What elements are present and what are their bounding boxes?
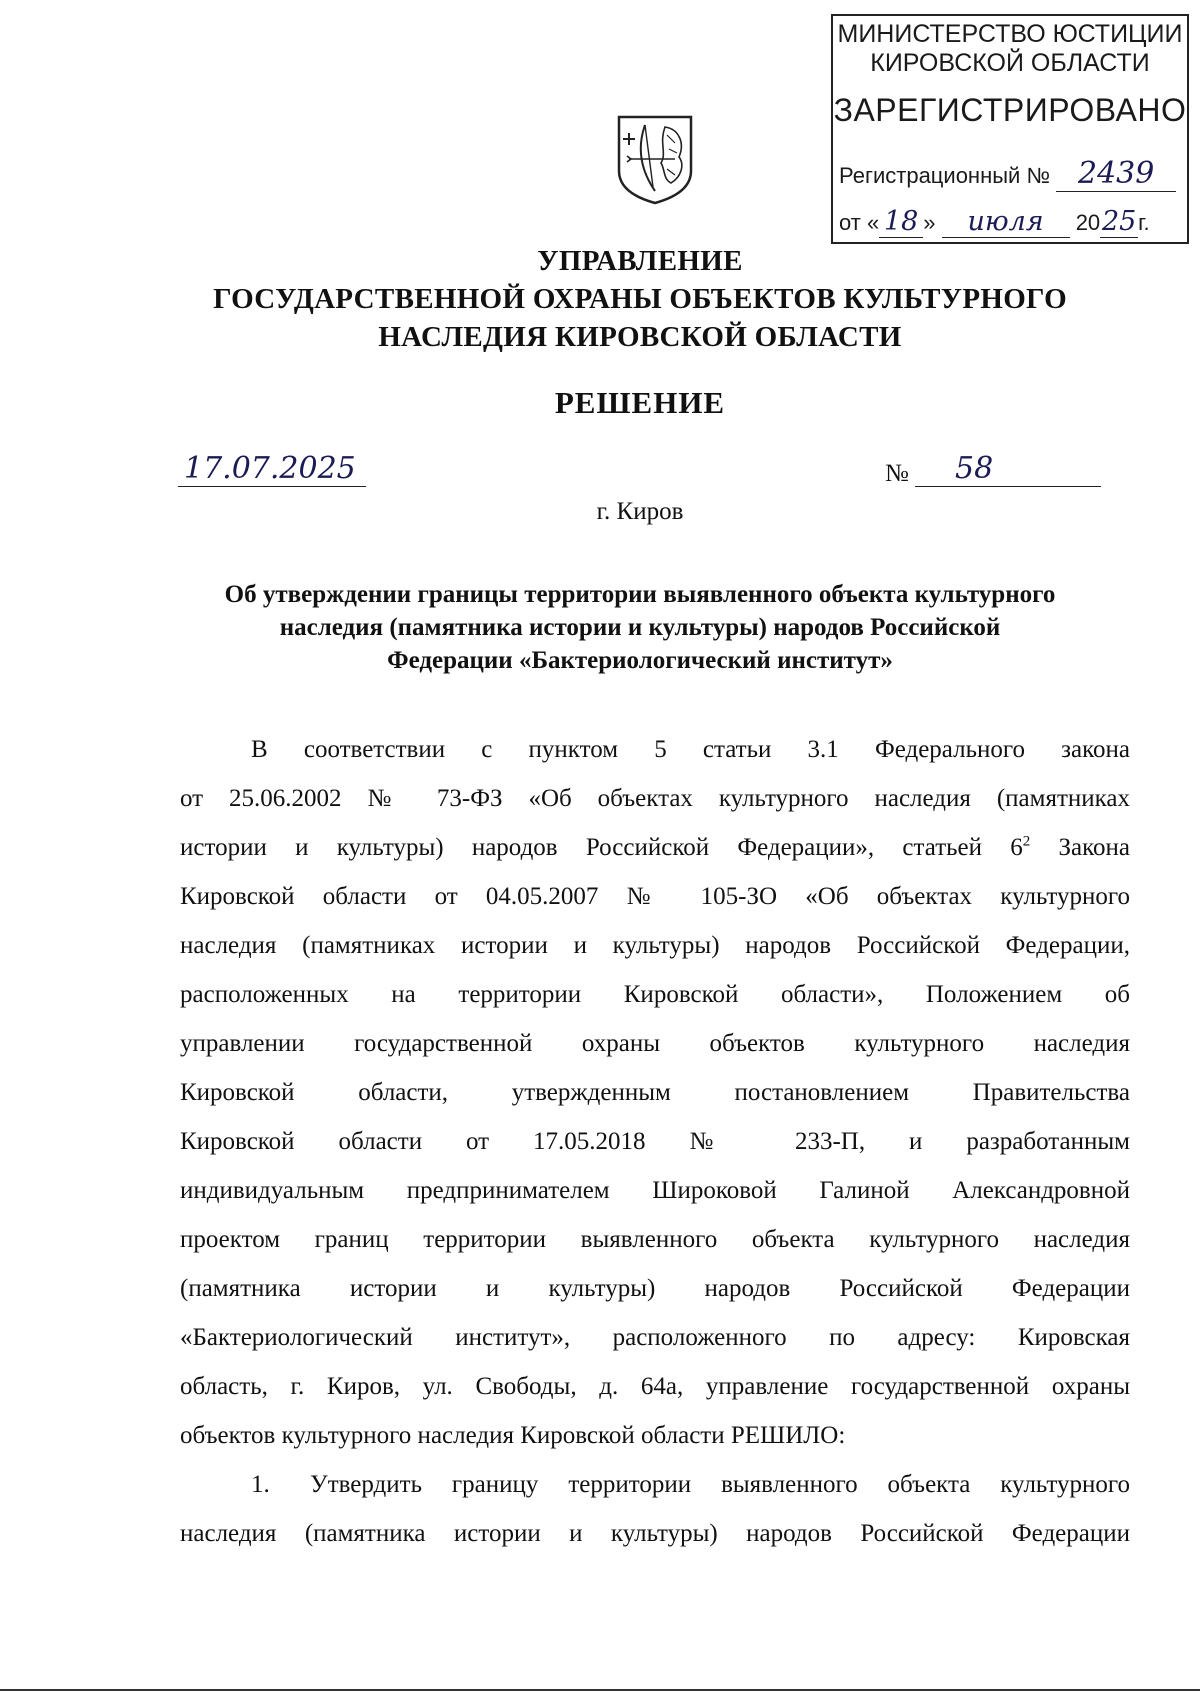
document-type: РЕШЕНИЕ — [554, 385, 726, 420]
authority-line2: ГОСУДАРСТВЕННОЙ ОХРАНЫ ОБЪЕКТОВ КУЛЬТУРНОГО — [213, 283, 1067, 315]
document-date: 17.07.2025 — [178, 451, 366, 487]
registration-stamp — [831, 14, 1189, 244]
superscript: 2 — [1022, 833, 1031, 850]
subject-line3: Федерации «Бактериологический институт» — [387, 647, 893, 674]
authority-line3: НАСЛЕДИЯ КИРОВСКОЙ ОБЛАСТИ — [378, 321, 902, 353]
stamp-status: ЗАРЕГИСТРИРОВАНО — [833, 92, 1187, 128]
document-number-label: № — [885, 460, 909, 487]
body-line: объектов культурного наследия Кировской области РЕШИЛО: — [180, 1422, 846, 1449]
subject-line2: наследия (памятника истории и культуры) народов Российской — [279, 614, 1001, 641]
body-line: индивидуальным предпринимателем Широковой Галиной Александровной — [180, 1177, 1130, 1204]
body-line: (памятника истории и культуры) народов Российской Федерации — [180, 1275, 1130, 1302]
body-line: от 25.06.2002 № 73-ФЗ «Об объектах культурного наследия (памятниках — [180, 785, 1130, 812]
document-city: г. Киров — [596, 498, 684, 525]
stamp-year-suffix: 25 — [1101, 206, 1137, 237]
document-number: 58 — [915, 451, 1101, 487]
point-line: наследия (памятника истории и культуры) народов Российской Федерации — [180, 1520, 1130, 1547]
stamp-reg-number: 2439 — [1056, 156, 1176, 192]
body-line — [180, 833, 1130, 863]
body-line: В соответствии с пунктом 5 статьи 3.1 Федерального закона — [251, 736, 1130, 763]
stamp-date-month: июля — [942, 206, 1070, 238]
body-line: расположенных на территории Кировской области», Положением об — [180, 981, 1130, 1008]
body-line: Кировской области, утвержденным постановлением Правительства — [180, 1079, 1130, 1106]
stamp-year-prefix: 20 — [1075, 210, 1101, 235]
stamp-ministry-line2: КИРОВСКОЙ ОБЛАСТИ — [870, 49, 1150, 77]
stamp-date-day: 18 — [879, 206, 923, 238]
body-line: «Бактериологический институт», расположенного по адресу: Кировская — [180, 1324, 1130, 1351]
coat-of-arms-kirov-icon — [615, 113, 695, 205]
stamp-ministry-line1: МИНИСТЕРСТВО ЮСТИЦИИ — [837, 20, 1183, 48]
body-line: управлении государственной охраны объектов культурного наследия — [180, 1030, 1130, 1057]
stamp-year-unit: г. — [1138, 210, 1150, 235]
point-line: Утвердить границу территории выявленного объекта культурного — [310, 1471, 1130, 1498]
stamp-date-mid: » — [923, 210, 936, 235]
stamp-reg-label: Регистрационный № — [839, 163, 1051, 188]
body-line: Кировской области от 17.05.2018 № 233-П, и разработанным — [180, 1128, 1130, 1155]
stamp-ministry — [833, 20, 1187, 78]
body-line: наследия (памятниках истории и культуры) народов Российской Федерации, — [180, 932, 1130, 959]
authority-line1: УПРАВЛЕНИЕ — [537, 245, 743, 277]
stamp-date-row — [839, 206, 1150, 238]
point-number: 1. — [251, 1471, 270, 1498]
body-line: проектом границ территории выявленного объекта культурного наследия — [180, 1226, 1130, 1253]
subject-line1: Об утверждении границы территории выявленного объекта культурного — [224, 581, 1056, 608]
stamp-date-prefix: от « — [839, 210, 880, 235]
body-line-text: истории и культуры) народов Российской Федерации», статьей 6 — [180, 834, 1023, 861]
page-bottom-edge — [0, 1689, 1200, 1691]
body-line: Кировской области от 04.05.2007 № 105-ЗО «Об объектах культурного — [180, 883, 1130, 910]
body-line: область, г. Киров, ул. Свободы, д. 64а, управление государственной охраны — [180, 1373, 1130, 1400]
body-line-text: Закона — [1030, 834, 1130, 861]
stamp-registration-row — [839, 156, 1176, 192]
